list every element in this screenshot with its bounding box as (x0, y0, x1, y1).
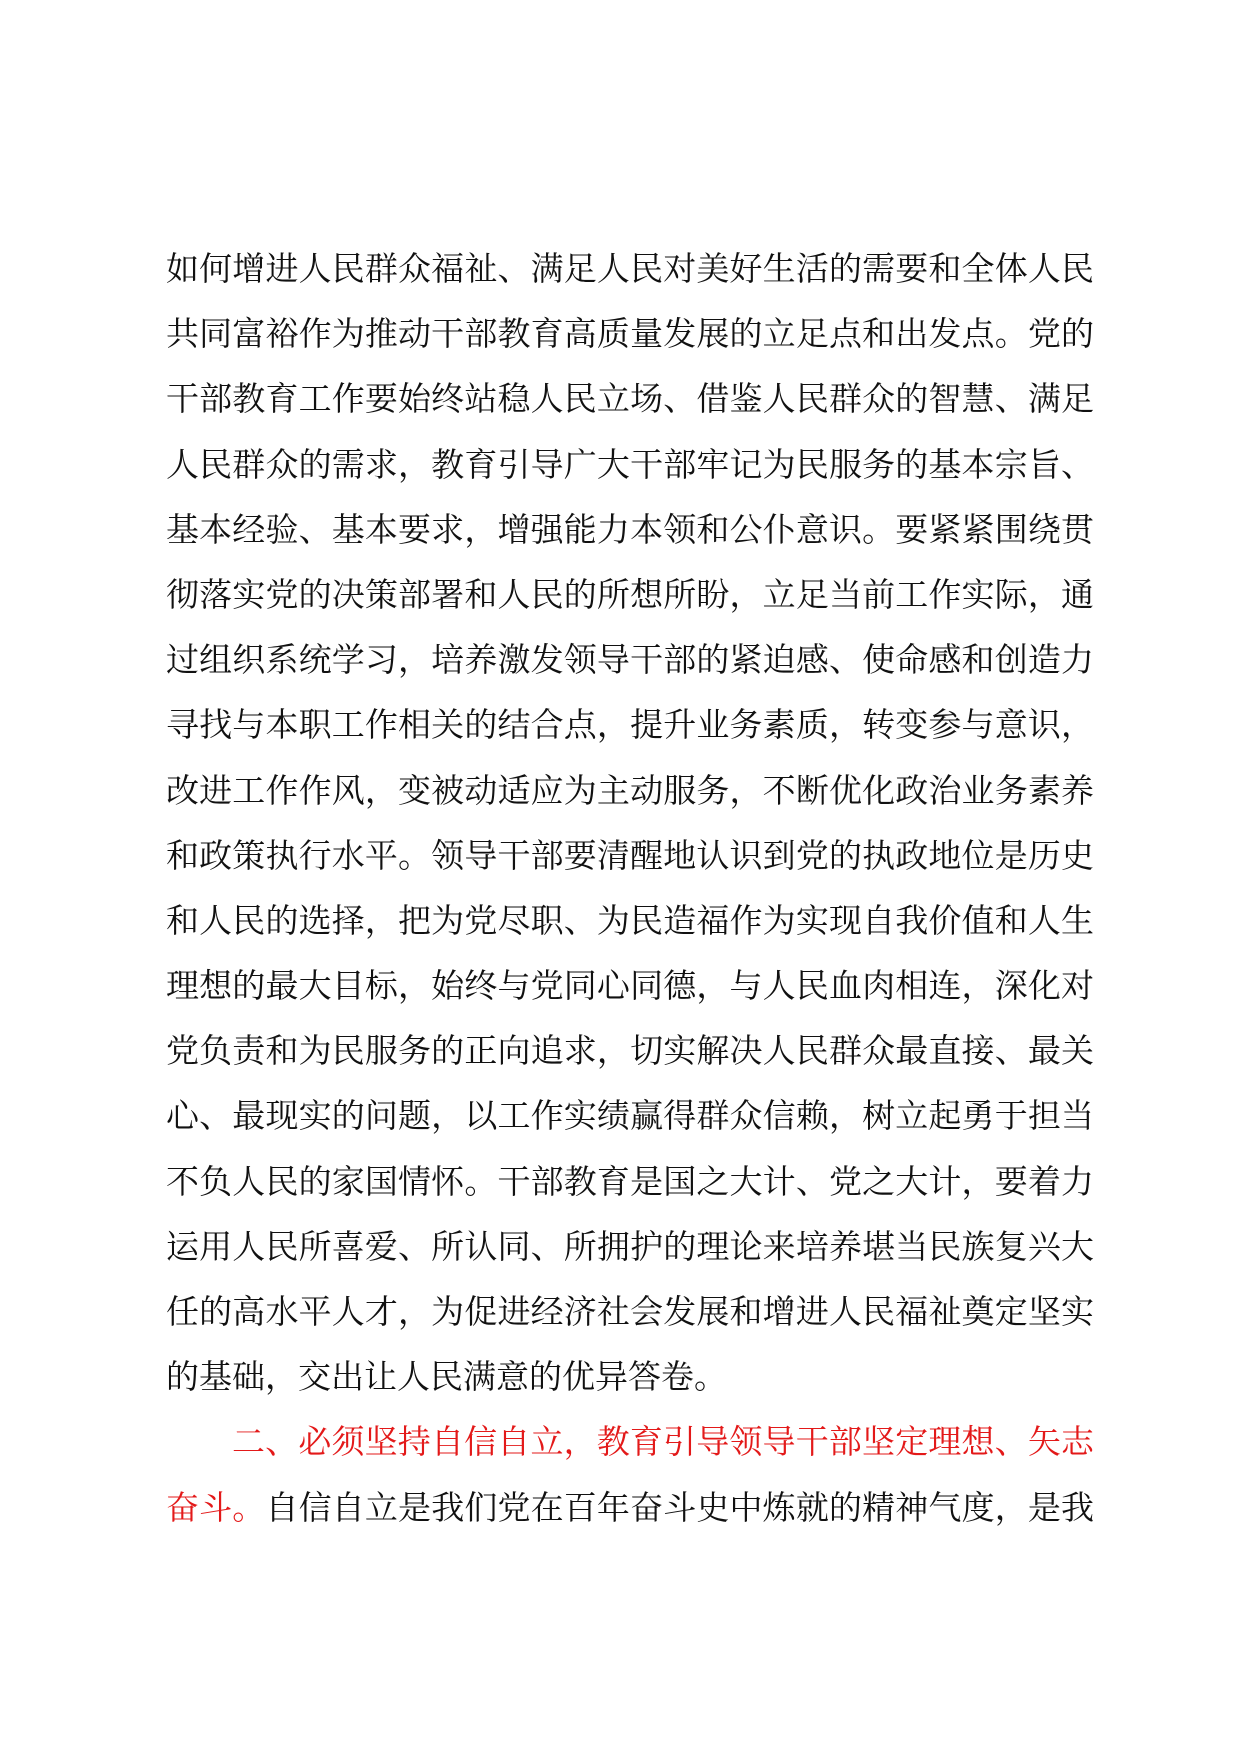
section-heading-end: 奋斗。 (166, 1487, 266, 1527)
text-line: 干部教育工作要始终站稳人民立场、借鉴人民群众的智慧、满足 (166, 379, 1094, 419)
text-line: 不负人民的家国情怀。干部教育是国之大计、党之大计，要着力 (166, 1161, 1094, 1201)
text-line: 理想的最大目标，始终与党同心同德，与人民血肉相连，深化对 (166, 966, 1094, 1006)
text-line: 如何增进人民群众福祉、满足人民对美好生活的需要和全体人民 (166, 249, 1094, 288)
text-line: 基本经验、基本要求，增强能力本领和公仆意识。要紧紧围绕贯 (166, 509, 1094, 549)
section-heading: 二、必须坚持自信自立，教育引导领导干部坚定理想、矢志 (232, 1422, 1094, 1462)
text-line: 改进工作作风，变被动适应为主动服务，不断优化政治业务素养 (166, 770, 1094, 810)
section-body-start: 自信自立是我们党在百年奋斗史中炼就的精神气度，是我 (265, 1487, 1095, 1527)
body-text (166, 236, 1094, 1540)
text-line (166, 1475, 1094, 1540)
text-line: 共同富裕作为推动干部教育高质量发展的立足点和出发点。党的 (166, 314, 1094, 354)
text-line: 过组织系统学习，培养激发领导干部的紧迫感、使命感和创造力 (166, 640, 1094, 680)
text-line: 寻找与本职工作相关的结合点，提升业务素质，转变参与意识， (166, 705, 1094, 745)
text-line: 运用人民所喜爱、所认同、所拥护的理论来培养堪当民族复兴大 (166, 1226, 1094, 1266)
text-line: 彻落实党的决策部署和人民的所想所盼，立足当前工作实际，通 (166, 574, 1094, 614)
text-line: 人民群众的需求，教育引导广大干部牢记为民服务的基本宗旨、 (166, 444, 1094, 484)
text-line: 和人民的选择，把为党尽职、为民造福作为实现自我价值和人生 (166, 900, 1094, 940)
text-line: 心、最现实的问题，以工作实绩赢得群众信赖，树立起勇于担当 (166, 1096, 1094, 1136)
text-line: 和政策执行水平。领导干部要清醒地认识到党的执政地位是历史 (166, 835, 1094, 875)
text-line: 的基础，交出让人民满意的优异答卷。 (166, 1357, 727, 1397)
text-line: 任的高水平人才，为促进经济社会发展和增进人民福祉奠定坚实 (166, 1292, 1094, 1331)
text-line: 党负责和为民服务的正向追求，切实解决人民群众最直接、最关 (166, 1031, 1094, 1071)
